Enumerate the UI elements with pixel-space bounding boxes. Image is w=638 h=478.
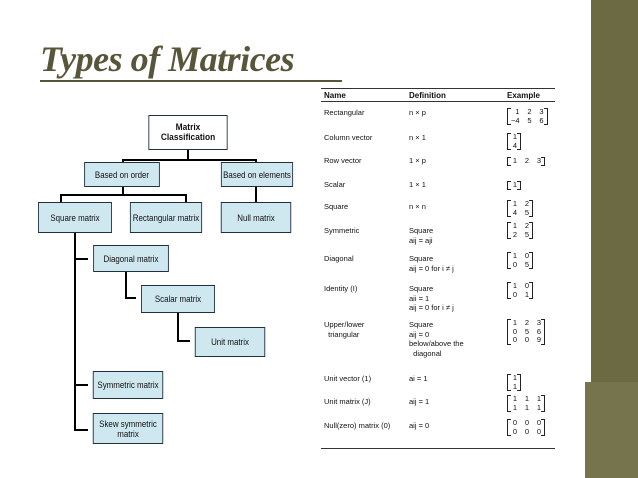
matrix-brackets [507, 374, 521, 391]
matrix-entry: 0 [524, 418, 529, 427]
row-example-matrix [507, 200, 533, 217]
matrix-row [511, 383, 517, 392]
matrix-entry: 1 [524, 402, 529, 412]
node-matrix-classification: Matrix Classification [148, 115, 227, 150]
matrix-classification-diagram [33, 84, 297, 451]
matrix-entry: 1 [512, 132, 517, 141]
matrix-brackets [507, 200, 533, 217]
connector [74, 233, 76, 430]
matrix-entry: 6 [539, 115, 544, 125]
row-example-matrix [507, 180, 521, 190]
matrix-entry: 0 [512, 289, 517, 299]
matrix-entry: 0 [512, 326, 517, 336]
matrix-row [511, 157, 541, 166]
connector [255, 187, 257, 203]
definition-line: aij = 0 [409, 421, 430, 430]
definition-line: Square [409, 320, 434, 329]
row-name: Row vector [324, 156, 362, 165]
matrix-entry: 1 [512, 402, 517, 412]
matrix-row [511, 117, 544, 126]
row-definition [409, 320, 464, 358]
definition-line: aij = 0 for i ≠ j [409, 303, 454, 312]
definition-line: aii = 1 [409, 293, 430, 303]
definition-line: Square [409, 226, 434, 235]
matrix-entry: 0 [524, 281, 529, 290]
matrix-entry: 1 [536, 402, 541, 412]
row-name: Unit matrix (J) [324, 397, 371, 406]
matrix-entry: 0 [512, 426, 517, 436]
matrix-entry: 9 [536, 335, 541, 344]
matrix-row [511, 261, 529, 270]
row-definition [409, 180, 426, 190]
matrix-row [511, 428, 541, 437]
row-definition [409, 202, 426, 212]
row-definition [409, 397, 429, 407]
matrix-brackets [507, 157, 545, 166]
matrix-row [511, 404, 541, 413]
connector [74, 258, 88, 260]
row-definition [409, 421, 429, 431]
row-name: Scalar [324, 180, 346, 189]
node-symmetric-matrix: Symmetric matrix [93, 371, 163, 399]
slide-sidebar-notch [585, 382, 638, 478]
definition-line: aij = aji [409, 235, 433, 245]
row-example-matrix [507, 319, 545, 345]
matrix-row [511, 181, 517, 190]
row-example-matrix [507, 374, 521, 391]
matrix-entry: 5 [524, 326, 529, 336]
definition-line: ai = 1 [409, 374, 428, 383]
row-example-matrix [507, 156, 545, 166]
matrix-entry: 5 [524, 229, 529, 239]
connector [125, 271, 127, 298]
matrix-entry: 1 [512, 221, 517, 230]
matrix-entry: 1 [512, 180, 517, 189]
matrix-entry: 1 [524, 394, 529, 403]
row-example-matrix [507, 282, 533, 299]
matrix-entry: 1 [512, 318, 517, 327]
matrix-brackets [507, 319, 545, 345]
matrix-entry: 4 [512, 140, 517, 150]
node-unit-matrix: Unit matrix [195, 327, 265, 357]
connector [74, 429, 88, 431]
row-name: Identity (I) [324, 284, 358, 293]
connector [122, 159, 256, 161]
connector [74, 384, 88, 386]
definition-line: aij = 1 [409, 397, 430, 406]
matrix-entry: 1 [512, 251, 517, 260]
node-diagonal-matrix: Diagonal matrix [93, 245, 169, 272]
matrix-brackets [507, 133, 521, 150]
row-example-matrix [507, 133, 521, 150]
definition-line: n × p [409, 108, 426, 117]
node-square-matrix: Square matrix [38, 202, 112, 233]
row-name: Upper/lower triangular [324, 320, 365, 339]
matrix-entry: 2 [524, 199, 529, 208]
row-definition [409, 226, 433, 245]
matrix-row [511, 231, 529, 240]
matrix-entry: 5 [524, 259, 529, 269]
matrix-entry: 1 [512, 373, 517, 382]
row-name: Rectangular [324, 108, 365, 117]
matrix-entry: 1 [536, 394, 541, 403]
matrix-row [511, 142, 517, 151]
matrix-row [511, 336, 541, 345]
matrix-entry: 0 [512, 418, 517, 427]
definition-line: n × 1 [409, 133, 426, 142]
matrix-row [511, 291, 529, 300]
row-name: Symmetric [324, 226, 360, 235]
node-scalar-matrix: Scalar matrix [141, 285, 215, 313]
node-rectangular-matrix: Rectangular matrix [130, 202, 202, 233]
header-example: Example [507, 91, 540, 100]
row-name: Square [324, 202, 349, 211]
definition-line: aij = 0 for i ≠ j [409, 263, 454, 273]
matrix-brackets [507, 181, 521, 190]
matrix-entry: 0 [524, 335, 529, 344]
matrix-brackets [507, 282, 533, 299]
row-name: Column vector [324, 133, 373, 142]
matrix-entry: 0 [512, 335, 517, 344]
row-definition [409, 156, 426, 166]
table-bottom-rule [321, 448, 555, 449]
header-definition: Definition [409, 91, 446, 100]
matrix-entry: 1 [512, 381, 517, 391]
matrix-brackets [507, 395, 545, 412]
matrix-entry: 1 [512, 156, 517, 165]
slide-title: Types of Matrices [40, 39, 295, 79]
matrix-brackets [507, 108, 548, 125]
connector [177, 313, 179, 341]
row-example-matrix [507, 252, 533, 269]
matrix-brackets [507, 419, 545, 436]
definition-line: aij = 0 [409, 329, 430, 339]
node-based-on-order: Based on order [84, 162, 160, 187]
row-definition [409, 284, 454, 313]
matrix-entry: 2 [524, 156, 529, 165]
matrix-entry: 1 [512, 199, 517, 208]
header-name: Name [324, 91, 346, 100]
connector [177, 340, 190, 342]
matrix-entry: 0 [536, 418, 541, 427]
matrix-entry: 0 [536, 426, 541, 436]
matrix-brackets [507, 222, 533, 239]
node-based-on-elements: Based on elements [221, 162, 293, 187]
matrix-entry: 0 [524, 251, 529, 260]
matrix-entry: 3 [536, 318, 541, 327]
matrix-entry: 3 [536, 156, 541, 165]
matrix-entry: 0 [524, 426, 529, 436]
row-definition [409, 133, 426, 143]
row-example-matrix [507, 222, 533, 239]
matrix-entry: 3 [539, 107, 544, 116]
node-skew-symmetric-matrix: Skew symmetric matrix [93, 413, 163, 444]
node-null-matrix: Null matrix [221, 202, 291, 233]
matrix-entry: 2 [527, 107, 532, 116]
matrix-entry: 4 [512, 207, 517, 217]
definition-line: Square [409, 284, 434, 293]
matrix-entry: 1 [524, 289, 529, 299]
matrix-brackets [507, 252, 533, 269]
row-name: Diagonal [324, 254, 354, 263]
row-definition [409, 374, 428, 384]
row-example-matrix [507, 395, 545, 412]
definition-line: diagonal [409, 348, 442, 358]
row-definition [409, 108, 426, 118]
table-header [321, 88, 555, 102]
matrix-row [511, 209, 529, 218]
matrix-entry: 1 [515, 107, 520, 116]
matrix-entry: 2 [524, 221, 529, 230]
connector [125, 297, 136, 299]
definition-line: below/above the [409, 339, 464, 348]
title-underline [40, 80, 342, 82]
row-example-matrix [507, 419, 545, 436]
definition-line: Square [409, 254, 434, 263]
definition-line: 1 × p [409, 156, 426, 165]
matrix-entry: 0 [512, 259, 517, 269]
matrix-entry: −4 [511, 115, 520, 125]
row-name: Null(zero) matrix (0) [324, 421, 391, 430]
definition-line: n × n [409, 202, 426, 211]
matrix-entry: 1 [512, 281, 517, 290]
matrix-entry: 6 [536, 326, 541, 336]
matrix-entry: 1 [512, 394, 517, 403]
matrix-entry: 5 [524, 207, 529, 217]
row-definition [409, 254, 454, 273]
matrix-entry: 5 [527, 115, 532, 125]
row-name: Unit vector (1) [324, 374, 372, 383]
row-example-matrix [507, 108, 548, 125]
connector [60, 194, 186, 196]
matrix-entry: 2 [512, 229, 517, 239]
definition-line: 1 × 1 [409, 180, 426, 189]
matrix-entry: 2 [524, 318, 529, 327]
